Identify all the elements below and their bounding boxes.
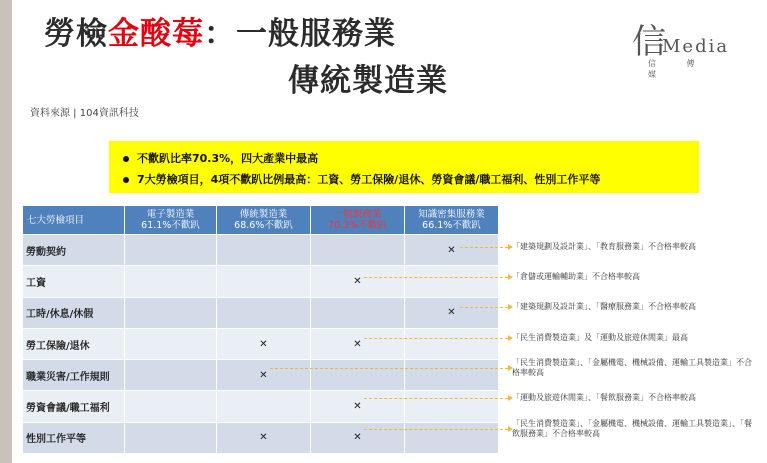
x-mark-cell	[125, 297, 217, 328]
note-injury: 「民生消費製造業」、「金屬機電、機械設備、運輸工具製造業」不合格率較高	[512, 358, 752, 377]
row-label: 性別工作平等	[23, 422, 125, 453]
x-mark-cell: ✕	[405, 235, 499, 266]
leader-line	[364, 338, 508, 339]
x-mark-cell	[125, 360, 217, 391]
finding-2: 7大勞檢項目，4項不歡趴比例最高：工資、勞工保險/退休、勞資會議/職工福利、性別工作平等	[123, 171, 600, 187]
x-mark-cell	[311, 235, 405, 266]
table-row	[23, 235, 499, 266]
page-title-line2: 傳統製造業	[288, 63, 448, 99]
x-mark-cell: ✕	[311, 422, 405, 453]
bullet-icon	[123, 156, 129, 162]
x-mark-cell	[405, 266, 499, 297]
x-mark-cell	[217, 266, 311, 297]
x-mark-cell	[125, 328, 217, 359]
key-findings-box	[109, 141, 699, 193]
table-row	[23, 360, 499, 391]
leader-line	[460, 247, 508, 248]
x-mark-cell	[217, 391, 311, 422]
x-mark-cell	[125, 422, 217, 453]
table-row	[23, 422, 499, 453]
table-row	[23, 328, 499, 359]
x-mark-cell	[125, 391, 217, 422]
column-header: 電子製造業 61.1%不歡趴	[125, 206, 217, 235]
finding-1: 不歡趴比率70.3%，四大產業中最高	[123, 150, 318, 166]
column-header: 傳統製造業 68.6%不歡趴	[217, 206, 311, 235]
leader-line	[364, 277, 508, 278]
x-mark-cell: ✕	[217, 328, 311, 359]
x-mark-cell	[405, 391, 499, 422]
leader-line	[270, 368, 508, 369]
x-mark-cell	[125, 235, 217, 266]
title-highlight: 金酸莓	[108, 16, 204, 52]
column-header: 知識密集服務業 66.1%不歡趴	[405, 206, 499, 235]
note-insurance: 「民生消費製造業」及「運動及旅遊休閒業」最高	[512, 333, 688, 342]
x-mark-cell	[125, 266, 217, 297]
x-mark-cell: ✕	[217, 360, 311, 391]
page-title	[44, 8, 396, 53]
column-header-highlighted: 一般服務業 70.3%不歡趴	[311, 206, 405, 235]
row-label: 勞資會議/職工福利	[23, 391, 125, 422]
table-header-row	[23, 206, 499, 235]
brand-logo	[632, 14, 742, 79]
x-mark-cell: ✕	[311, 391, 405, 422]
x-mark-cell: ✕	[405, 297, 499, 328]
note-hours: 「建築規劃及設計業」、「醫療服務業」不合格率較高	[512, 302, 696, 311]
row-label: 勞工保險/退休	[23, 328, 125, 359]
row-label: 勞動契約	[23, 235, 125, 266]
leader-line	[364, 398, 508, 399]
source-caption: 資料來源 | 104資訊科技	[30, 108, 139, 119]
x-mark-cell	[217, 235, 311, 266]
note-welfare: 「運動及旅遊休閒業」、「餐飲服務業」不合格率較高	[512, 393, 696, 402]
bullet-icon	[123, 177, 129, 183]
header-corner: 七大勞檢項目	[23, 206, 125, 235]
title-part1: 勞檢	[44, 16, 108, 52]
note-wages: 「倉儲或運輸輔助業」不合格率較高	[512, 272, 640, 281]
inspection-table	[22, 205, 499, 454]
x-mark-cell: ✕	[217, 422, 311, 453]
leader-line	[460, 307, 508, 308]
x-mark-cell	[405, 360, 499, 391]
logo-mark: 信	[632, 22, 666, 62]
table-row	[23, 391, 499, 422]
table-row	[23, 266, 499, 297]
table-row	[23, 297, 499, 328]
x-mark-cell	[405, 422, 499, 453]
x-mark-cell	[217, 297, 311, 328]
left-accent-bar	[0, 0, 12, 463]
x-mark-cell	[405, 328, 499, 359]
x-mark-cell: ✕	[311, 266, 405, 297]
note-contract: 「建築規劃及設計業」、「教育服務業」不合格率較高	[512, 242, 696, 251]
x-mark-cell	[311, 297, 405, 328]
leader-line	[364, 429, 508, 430]
logo-wordmark: Media	[662, 36, 730, 57]
row-label: 工時/休息/休假	[23, 297, 125, 328]
logo-subtitle: 信 傳 媒	[648, 59, 709, 79]
row-label: 職業災害/工作規則	[23, 360, 125, 391]
row-label: 工資	[23, 266, 125, 297]
title-part3: ：一般服務業	[204, 16, 396, 52]
x-mark-cell: ✕	[311, 328, 405, 359]
note-gender: 「民生消費製造業」、「金屬機電、機械設備、運輸工具製造業」、「餐飲服務業」不合格率較高	[512, 419, 752, 438]
x-mark-cell	[311, 360, 405, 391]
